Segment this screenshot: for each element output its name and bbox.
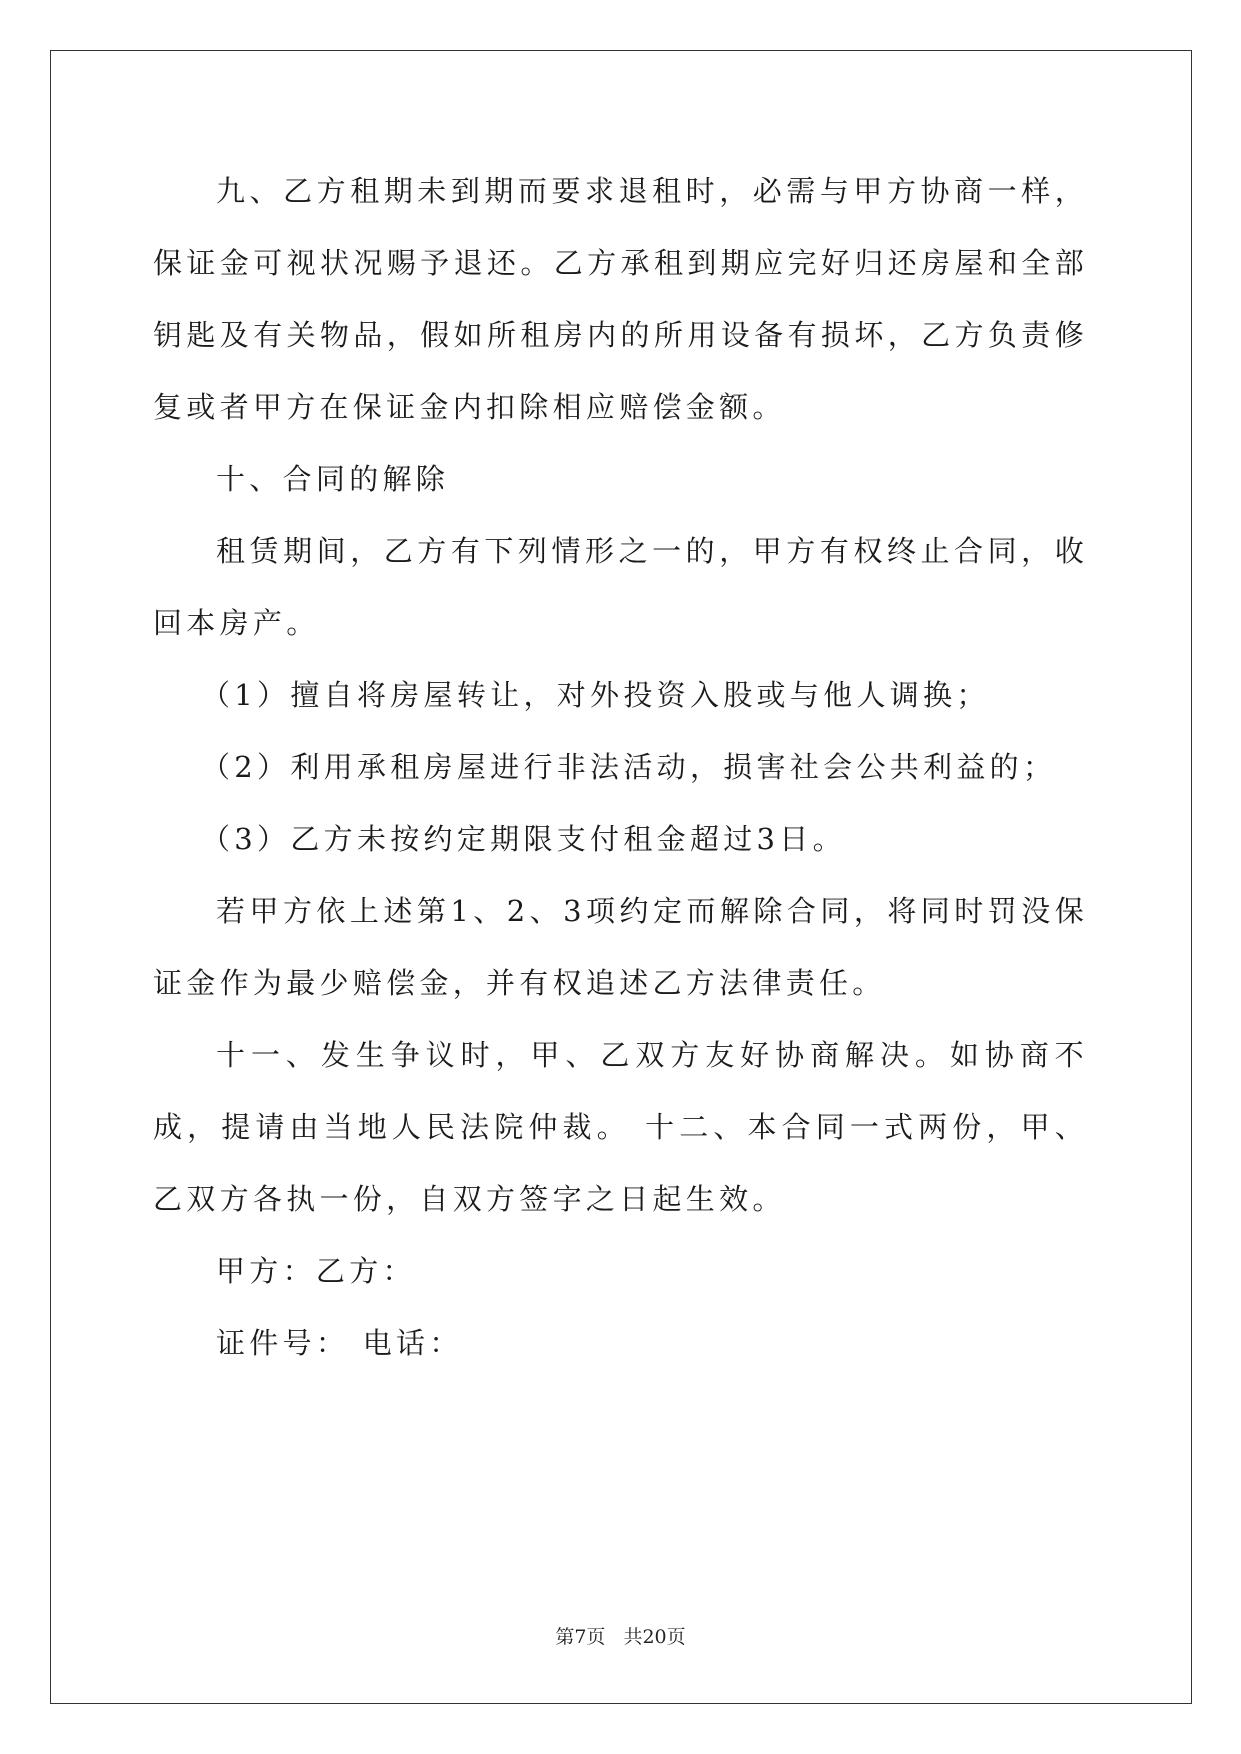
termination-intro-paragraph: 租赁期间，乙方有下列情形之一的，甲方有权终止合同，收回本房产。 xyxy=(153,534,1088,640)
page-total: 共20页 xyxy=(623,1626,686,1648)
clause-eleven-twelve-paragraph: 十一、发生争议时，甲、乙双方友好协商解决。如协商不成，提请由当地人民法院仲裁。 十二、本合同一式两份，甲、乙双方各执一份，自双方签字之日起生效。 xyxy=(153,1038,1088,1216)
clause-nine-paragraph: 九、乙方租期未到期而要求退租时，必需与甲方协商一样，保证金可视状况赐予退还。乙方承租到期应完好归还房屋和全部钥匙及有关物品，假如所租房内的所用设备有损坏，乙方负责修复或者甲方在保证金内扣除相应赔偿金额。 xyxy=(153,174,1088,424)
termination-item-2: （2）利用承租房屋进行非法活动，损害社会公共利益的； xyxy=(201,750,1057,784)
signature-parties-line: 甲方：乙方： xyxy=(216,1254,416,1288)
termination-item-1: （1）擅自将房屋转让，对外投资入股或与他人调换； xyxy=(201,678,990,712)
termination-item-3: （3）乙方未按约定期限支付租金超过3日。 xyxy=(201,822,846,856)
termination-penalty-paragraph: 若甲方依上述第1、2、3项约定而解除合同，将同时罚没保证金作为最少赔偿金，并有权追述乙方法律责任。 xyxy=(153,894,1088,1000)
document-body xyxy=(153,155,1088,1379)
id-phone-line: 证件号： 电话： xyxy=(216,1326,463,1360)
page-number: 第7页 xyxy=(555,1626,606,1648)
page-footer xyxy=(0,1622,1241,1649)
clause-ten-heading: 十、合同的解除 xyxy=(216,462,450,496)
